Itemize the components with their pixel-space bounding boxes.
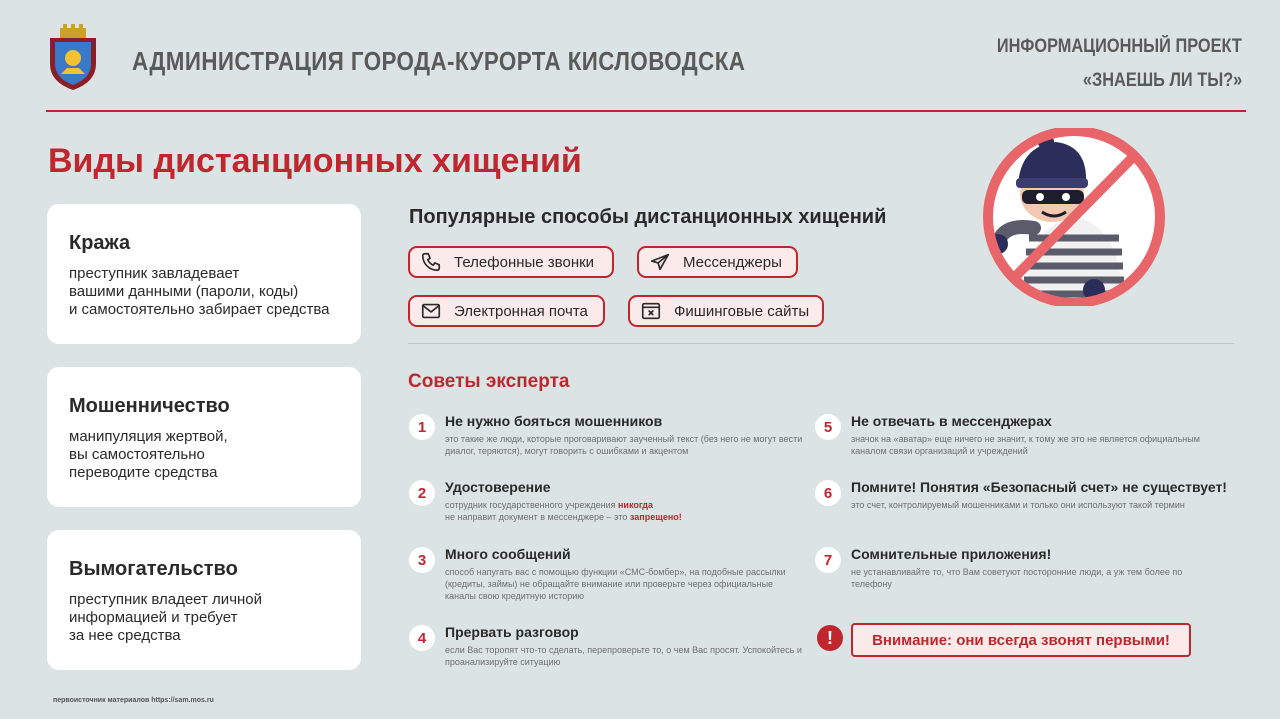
tip-title: Прервать разговор (445, 624, 579, 640)
card-theft (47, 204, 361, 344)
card-title: Мошенничество (69, 395, 230, 417)
tip-title: Много сообщений (445, 546, 571, 562)
mail-icon (420, 300, 442, 322)
tip-title: Не отвечать в мессенджерах (851, 413, 1052, 429)
tip-number: 6 (815, 480, 841, 506)
card-text: манипуляция жертвой, вы самостоятельно переводите средства (69, 428, 228, 481)
tips-heading: Советы эксперта (408, 371, 570, 392)
tip-title: Удостоверение (445, 479, 551, 495)
tip-desc-emphasis: никогда (617, 500, 653, 510)
tip-desc: не устанавливайте то, что Вам советуют посторонние люди, а уж тем более по телефону (851, 567, 1183, 589)
method-label: Телефонные звонки (454, 253, 595, 271)
project-label: ИНФОРМАЦИОННЫЙ ПРОЕКТ (997, 36, 1242, 57)
source-note: первоисточник материалов https://sam.mos.ru (53, 697, 214, 704)
card-text: преступник завладевает вашими данными (пароли, коды) и самостоятельно забирает средства (69, 265, 330, 318)
tip-number: 5 (815, 414, 841, 440)
tip-desc: способ напугать вас с помощью функции «СМС-бомбер», на подобные рассылки (кредиты, займы) не обращайте внимание или проверьте через официальные каналы свою кредитную историю (445, 567, 786, 601)
method-messengers (637, 246, 798, 278)
project-name: «ЗНАЕШЬ ЛИ ТЫ?» (1082, 70, 1242, 91)
tip-number: 1 (409, 414, 435, 440)
page-title: Виды дистанционных хищений (48, 142, 582, 180)
tip-desc-emphasis: запрещено! (629, 512, 682, 522)
tip-desc: это такие же люди, которые проговаривают заученный текст (без него не могут вести диалог, теряются), могут говорить с ошибками и акцентом (445, 434, 803, 456)
org-title: АДМИНИСТРАЦИЯ ГОРОДА-КУРОРТА КИСЛОВОДСКА (132, 46, 746, 76)
section-divider (408, 343, 1234, 344)
tip-desc: значок на «аватар» еще ничего не значит, к тому же это не является официальным каналом связи организаций и учреждений (851, 434, 1200, 456)
tip-desc: это счет, контролируемый мошенниками и только они используют такой термин (851, 500, 1185, 510)
send-icon (649, 251, 671, 273)
warning-icon: ! (817, 625, 843, 651)
phone-icon (420, 251, 442, 273)
tip-desc-part: не направит документ в мессенджере – это (445, 512, 630, 522)
card-extortion (47, 530, 361, 670)
method-phishing-sites (628, 295, 824, 327)
tip-title: Не нужно бояться мошенников (445, 413, 663, 429)
method-label: Электронная почта (454, 302, 588, 320)
header-divider (46, 110, 1246, 112)
tip-desc-part: сотрудник государственного учреждения (445, 500, 618, 510)
method-label: Фишинговые сайты (674, 302, 810, 320)
method-label: Мессенджеры (683, 253, 782, 271)
tip-number: 2 (409, 480, 435, 506)
tip-number: 3 (409, 547, 435, 573)
robber-prohibition-illustration (974, 128, 1174, 306)
methods-heading: Популярные способы дистанционных хищений (409, 206, 887, 228)
warning-banner: Внимание: они всегда звонят первыми! (851, 623, 1191, 657)
method-phone-calls (408, 246, 614, 278)
tip-desc: если Вас торопят что-то сделать, перепроверьте то, о чем Вас просят. Успокойтесь и проанализируйте ситуацию (445, 645, 802, 667)
card-title: Кража (69, 232, 131, 254)
tip-number: 4 (409, 625, 435, 651)
tip-title: Помните! Понятия «Безопасный счет» не существует! (851, 479, 1227, 495)
city-crest-logo (46, 24, 100, 92)
method-email (408, 295, 605, 327)
card-fraud (47, 367, 361, 507)
tip-desc (445, 499, 805, 523)
tip-number: 7 (815, 547, 841, 573)
browser-x-icon (640, 300, 662, 322)
card-text: преступник владеет личной информацией и требует за нее средства (69, 591, 263, 644)
tip-title: Сомнительные приложения! (851, 546, 1052, 562)
card-title: Вымогательство (69, 558, 238, 580)
